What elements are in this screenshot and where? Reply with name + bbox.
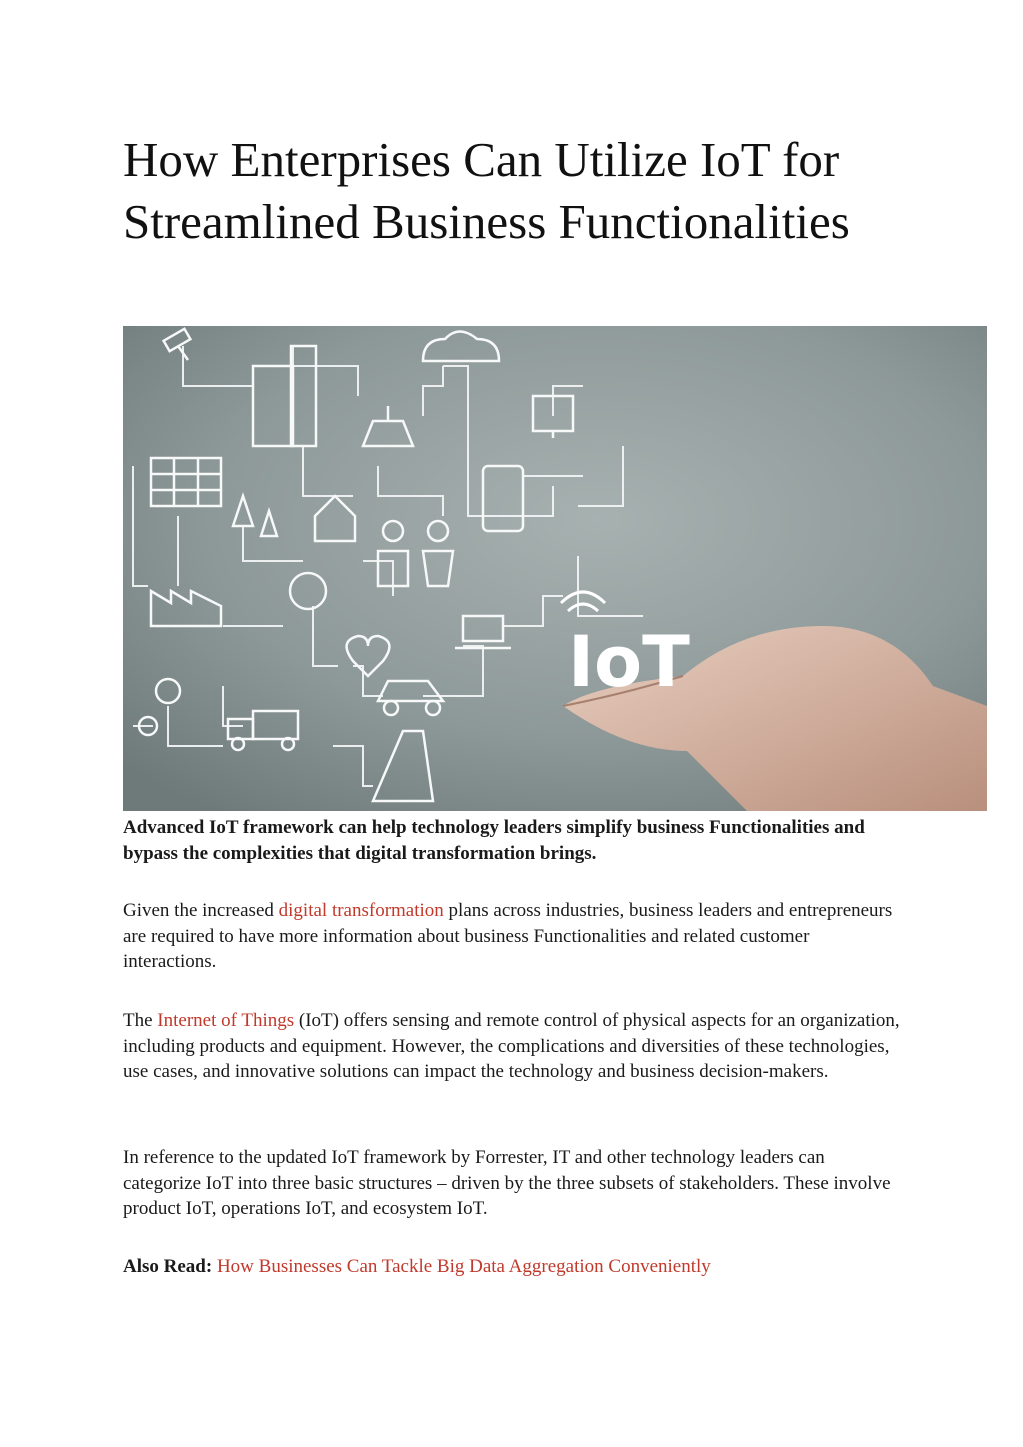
also-read-label: Also Read: xyxy=(123,1256,213,1277)
paragraph-2-before: The xyxy=(123,1010,158,1031)
iot-network-hand-illustration xyxy=(123,326,987,811)
paragraph-1 xyxy=(123,898,903,975)
digital-transformation-link[interactable]: digital transformation xyxy=(278,900,444,921)
paragraph-2 xyxy=(123,1008,903,1085)
hero-image xyxy=(123,326,987,811)
also-read xyxy=(123,1254,903,1280)
image-caption: Advanced IoT framework can help technology leaders simplify business Functionalities and bypass the complexities that digital transformation brings. xyxy=(123,817,865,864)
paragraph-1-after: plans across industries, business leaders and entrepreneurs are required to have more information about business Functionalities and related customer interactions. xyxy=(123,900,893,972)
paragraph-1-before: Given the increased xyxy=(123,900,279,921)
paragraph-3: In reference to the updated IoT framework by Forrester, IT and other technology leaders can categorize IoT into three basic structures – driven by the three subsets of stakeholders. These involve product IoT, operations IoT, and ecosystem IoT. xyxy=(123,1147,891,1219)
internet-of-things-link[interactable]: Internet of Things xyxy=(157,1010,295,1031)
paragraph-2-after: (IoT) offers sensing and remote control of physical aspects for an organization, including products and equipment. However, the complications and diversities of these technologies, use cases, and innovative solutions can impact the technology and business decision-makers. xyxy=(123,1010,900,1082)
page-title: How Enterprises Can Utilize IoT for Streamlined Business Functionalities xyxy=(123,132,850,249)
iot-label: IoT xyxy=(568,621,690,703)
also-read-link[interactable]: How Businesses Can Tackle Big Data Aggregation Conveniently xyxy=(216,1256,711,1277)
